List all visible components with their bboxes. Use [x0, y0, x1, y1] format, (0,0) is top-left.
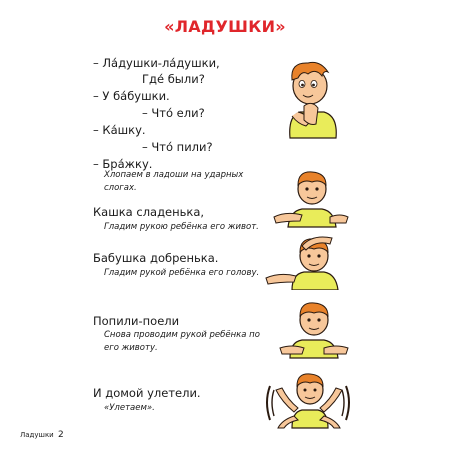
- poem-line: – Что́ ели?: [142, 106, 205, 120]
- boy-stroking-tummy-icon: [270, 167, 350, 229]
- gesture-note: Снова проводим рукой ребёнка по его животу.: [104, 330, 260, 353]
- gesture-note: Хлопаем в ладоши на ударных слогах.: [104, 170, 244, 193]
- gesture-note: Гладим рукою ребёнка его живот.: [104, 222, 259, 232]
- page-footer: [20, 430, 64, 440]
- footer-label: Ладушки: [20, 431, 54, 439]
- poem-line: Попили-поели: [93, 314, 180, 328]
- poem-line: – Бра́жку.: [93, 157, 153, 171]
- boy-stroking-head-icon: [262, 232, 352, 290]
- page-number: 2: [57, 430, 64, 440]
- poem-line: И домой улетели.: [93, 386, 201, 400]
- poem-line: Бабушка добренька.: [93, 251, 219, 265]
- poem-line: – Ла́душки-ла́душки,: [93, 56, 220, 70]
- poem-line: – Ка́шку.: [93, 123, 146, 137]
- poem-line: – Что́ пили?: [142, 140, 213, 154]
- page-title: «ЛАДУШКИ»: [164, 17, 286, 36]
- gesture-note: Гладим рукой ребёнка его голову.: [104, 268, 260, 278]
- boy-flying-arms-icon: [262, 362, 354, 430]
- boy-stroking-tummy-again-icon: [278, 298, 350, 360]
- poem-line: – У ба́бушки.: [93, 89, 170, 103]
- gesture-note: «Улетаем».: [104, 403, 155, 413]
- boy-clapping-icon: [268, 50, 348, 142]
- poem-line: Где́ были?: [142, 72, 205, 86]
- poem-line: Кашка сладенька,: [93, 205, 205, 219]
